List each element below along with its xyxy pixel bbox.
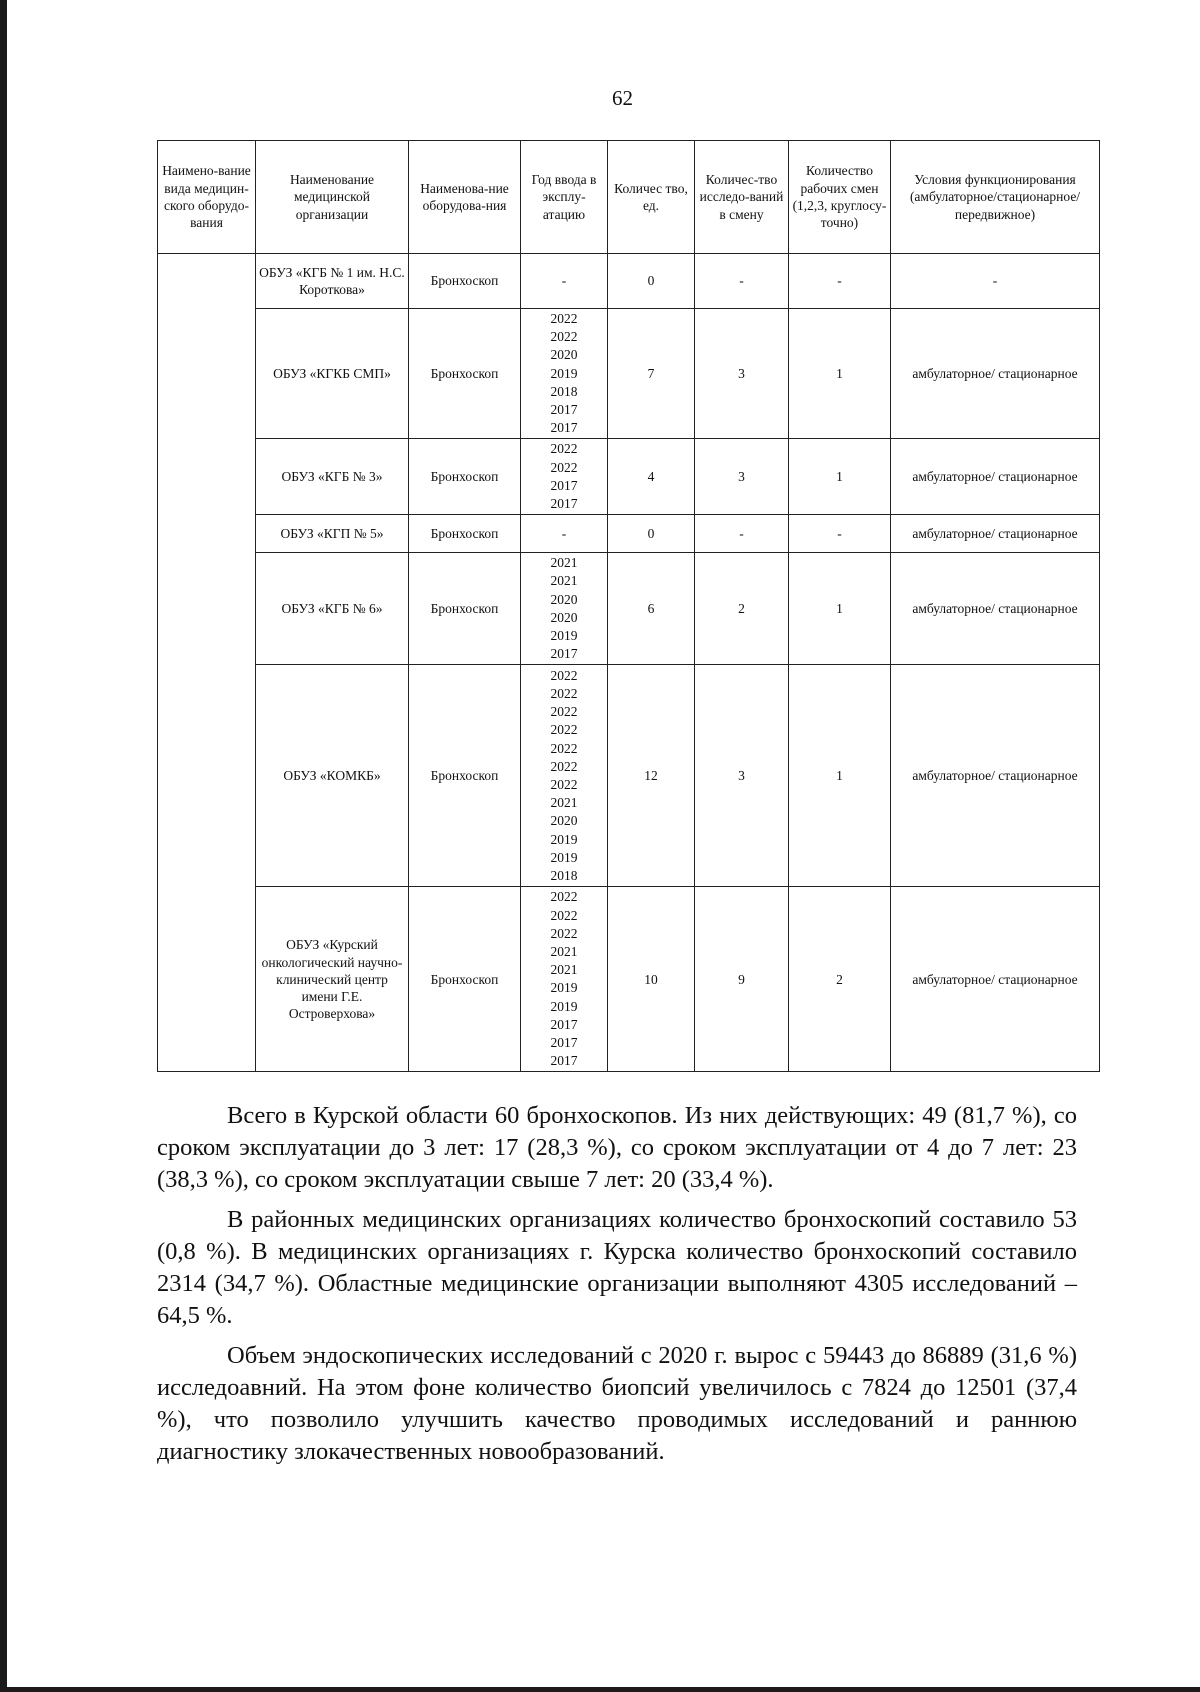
table-header-row — [158, 141, 1100, 254]
equipment-cell: Бронхоскоп — [409, 553, 521, 665]
year-value: 2021 — [550, 573, 578, 589]
conditions-cell: амбулаторное/ стационарное — [891, 439, 1100, 515]
conditions-cell: амбулаторное/ стационарное — [891, 515, 1100, 553]
header-conditions: Условия функционирования (амбулаторное/стационарное/передвижное) — [891, 141, 1100, 254]
count-cell: 0 — [608, 515, 695, 553]
year-value: 2022 — [550, 329, 578, 345]
year-value: - — [561, 272, 567, 288]
years-cell — [521, 515, 608, 553]
header-count: Количес тво, ед. — [608, 141, 695, 254]
year-value: 2017 — [550, 1053, 578, 1069]
conditions-cell: амбулаторное/ стационарное — [891, 553, 1100, 665]
header-equipment-type: Наимено-вание вида медицин-ского оборудо-вания — [158, 141, 256, 254]
conditions-cell: - — [891, 254, 1100, 309]
year-value: 2019 — [550, 365, 578, 381]
year-value: 2020 — [550, 609, 578, 625]
years-cell — [521, 309, 608, 439]
studies-cell: - — [695, 254, 789, 309]
header-commission-year: Год ввода в эксплу-атацию — [521, 141, 608, 254]
year-value: 2017 — [550, 402, 578, 418]
org-cell: ОБУЗ «КГКБ СМП» — [256, 309, 409, 439]
studies-cell: - — [695, 515, 789, 553]
year-value: 2019 — [550, 980, 578, 996]
year-value: 2020 — [550, 813, 578, 829]
year-value: 2021 — [550, 555, 578, 571]
shifts-cell: 1 — [789, 439, 891, 515]
page-number: 62 — [612, 86, 633, 110]
shifts-cell: 2 — [789, 887, 891, 1072]
conditions-cell: амбулаторное/ стационарное — [891, 887, 1100, 1072]
year-value: 2020 — [550, 347, 578, 363]
years-cell — [521, 439, 608, 515]
shifts-cell: 1 — [789, 553, 891, 665]
year-value: 2018 — [550, 383, 578, 399]
equipment-cell: Бронхоскоп — [409, 254, 521, 309]
year-value: 2022 — [550, 740, 578, 756]
years-cell — [521, 254, 608, 309]
year-value: 2017 — [550, 477, 578, 493]
count-cell: 4 — [608, 439, 695, 515]
year-value: 2022 — [550, 459, 578, 475]
years-cell — [521, 553, 608, 665]
year-value: - — [561, 525, 567, 541]
count-cell: 10 — [608, 887, 695, 1072]
header-organization: Наименование медицинской организации — [256, 141, 409, 254]
paragraph: Объем эндоскопических исследований с 2020 г. вырос с 59443 до 86889 (31,6 %) исследоавний. На этом фоне количество биопсий увеличилось с 7824 до 12501 (37,4 %), что позволило улучшить качество проводимых исследований и раннюю диагностику злокачественных новообразований. — [157, 1342, 1077, 1465]
scan-edge-bottom — [0, 1687, 1200, 1692]
years-cell — [521, 665, 608, 887]
year-value: 2017 — [550, 1016, 578, 1032]
year-value: 2022 — [550, 441, 578, 457]
studies-cell: 3 — [695, 309, 789, 439]
equipment-cell: Бронхоскоп — [409, 665, 521, 887]
shifts-cell: - — [789, 515, 891, 553]
year-value: 2022 — [550, 311, 578, 326]
conditions-cell: амбулаторное/ стационарное — [891, 665, 1100, 887]
year-value: 2022 — [550, 704, 578, 720]
year-value: 2017 — [550, 1035, 578, 1051]
table-row — [158, 309, 1100, 439]
table-row — [158, 553, 1100, 665]
equipment-table — [157, 140, 1100, 1072]
shifts-cell: 1 — [789, 309, 891, 439]
body-text — [157, 1100, 1077, 1476]
table-row — [158, 887, 1100, 1072]
year-value: 2019 — [550, 998, 578, 1014]
conditions-cell: амбулаторное/ стационарное — [891, 309, 1100, 439]
year-value: 2022 — [550, 722, 578, 738]
year-value: 2022 — [550, 907, 578, 923]
equipment-type-cell — [158, 254, 256, 1072]
shifts-cell: 1 — [789, 665, 891, 887]
year-value: 2022 — [550, 685, 578, 701]
year-value: 2020 — [550, 591, 578, 607]
org-cell: ОБУЗ «КГБ № 1 им. Н.С. Короткова» — [256, 254, 409, 309]
year-value: 2017 — [550, 646, 578, 662]
count-cell: 0 — [608, 254, 695, 309]
year-value: 2017 — [550, 420, 578, 436]
studies-cell: 2 — [695, 553, 789, 665]
org-cell: ОБУЗ «КГБ № 6» — [256, 553, 409, 665]
studies-cell: 9 — [695, 887, 789, 1072]
header-studies-per-shift: Количес-тво исследо-ваний в смену — [695, 141, 789, 254]
shifts-cell: - — [789, 254, 891, 309]
equipment-cell: Бронхоскоп — [409, 515, 521, 553]
year-value: 2022 — [550, 889, 578, 905]
year-value: 2022 — [550, 667, 578, 683]
scan-edge-left — [0, 0, 7, 1692]
table-row — [158, 515, 1100, 553]
equipment-cell: Бронхоскоп — [409, 309, 521, 439]
table-row — [158, 254, 1100, 309]
org-cell: ОБУЗ «КГБ № 3» — [256, 439, 409, 515]
count-cell: 12 — [608, 665, 695, 887]
table-row — [158, 665, 1100, 887]
header-equipment-name: Наименова-ние оборудова-ния — [409, 141, 521, 254]
table-row — [158, 439, 1100, 515]
year-value: 2021 — [550, 944, 578, 960]
count-cell: 6 — [608, 553, 695, 665]
year-value: 2022 — [550, 925, 578, 941]
org-cell: ОБУЗ «Курский онкологический научно-клинический центр имени Г.Е. Островерхова» — [256, 887, 409, 1072]
year-value: 2017 — [550, 496, 578, 512]
year-value: 2019 — [550, 628, 578, 644]
header-shifts: Количество рабочих смен (1,2,3, круглосу-точно) — [789, 141, 891, 254]
count-cell: 7 — [608, 309, 695, 439]
year-value: 2021 — [550, 795, 578, 811]
studies-cell: 3 — [695, 665, 789, 887]
paragraph: В районных медицинских организациях количество бронхоскопий составило 53 (0,8 %). В медицинских организациях г. Курска количество бронхоскопий составило 2314 (34,7 %). Областные медицинские организации выполняют 4305 исследований – 64,5 %. — [157, 1206, 1077, 1329]
org-cell: ОБУЗ «КОМКБ» — [256, 665, 409, 887]
studies-cell: 3 — [695, 439, 789, 515]
year-value: 2019 — [550, 849, 578, 865]
year-value: 2022 — [550, 776, 578, 792]
year-value: 2021 — [550, 962, 578, 978]
year-value: 2022 — [550, 758, 578, 774]
years-cell — [521, 887, 608, 1072]
org-cell: ОБУЗ «КГП № 5» — [256, 515, 409, 553]
equipment-cell: Бронхоскоп — [409, 439, 521, 515]
year-value: 2019 — [550, 831, 578, 847]
paragraph: Всего в Курской области 60 бронхоскопов. Из них действующих: 49 (81,7 %), со сроком эксплуатации до 3 лет: 17 (28,3 %), со сроком эксплуатации от 4 до 7 лет: 23 (38,3 %), со сроком эксплуатации свыше 7 лет: 20 (33,4 %). — [157, 1102, 1077, 1193]
equipment-cell: Бронхоскоп — [409, 887, 521, 1072]
year-value: 2018 — [550, 867, 578, 883]
